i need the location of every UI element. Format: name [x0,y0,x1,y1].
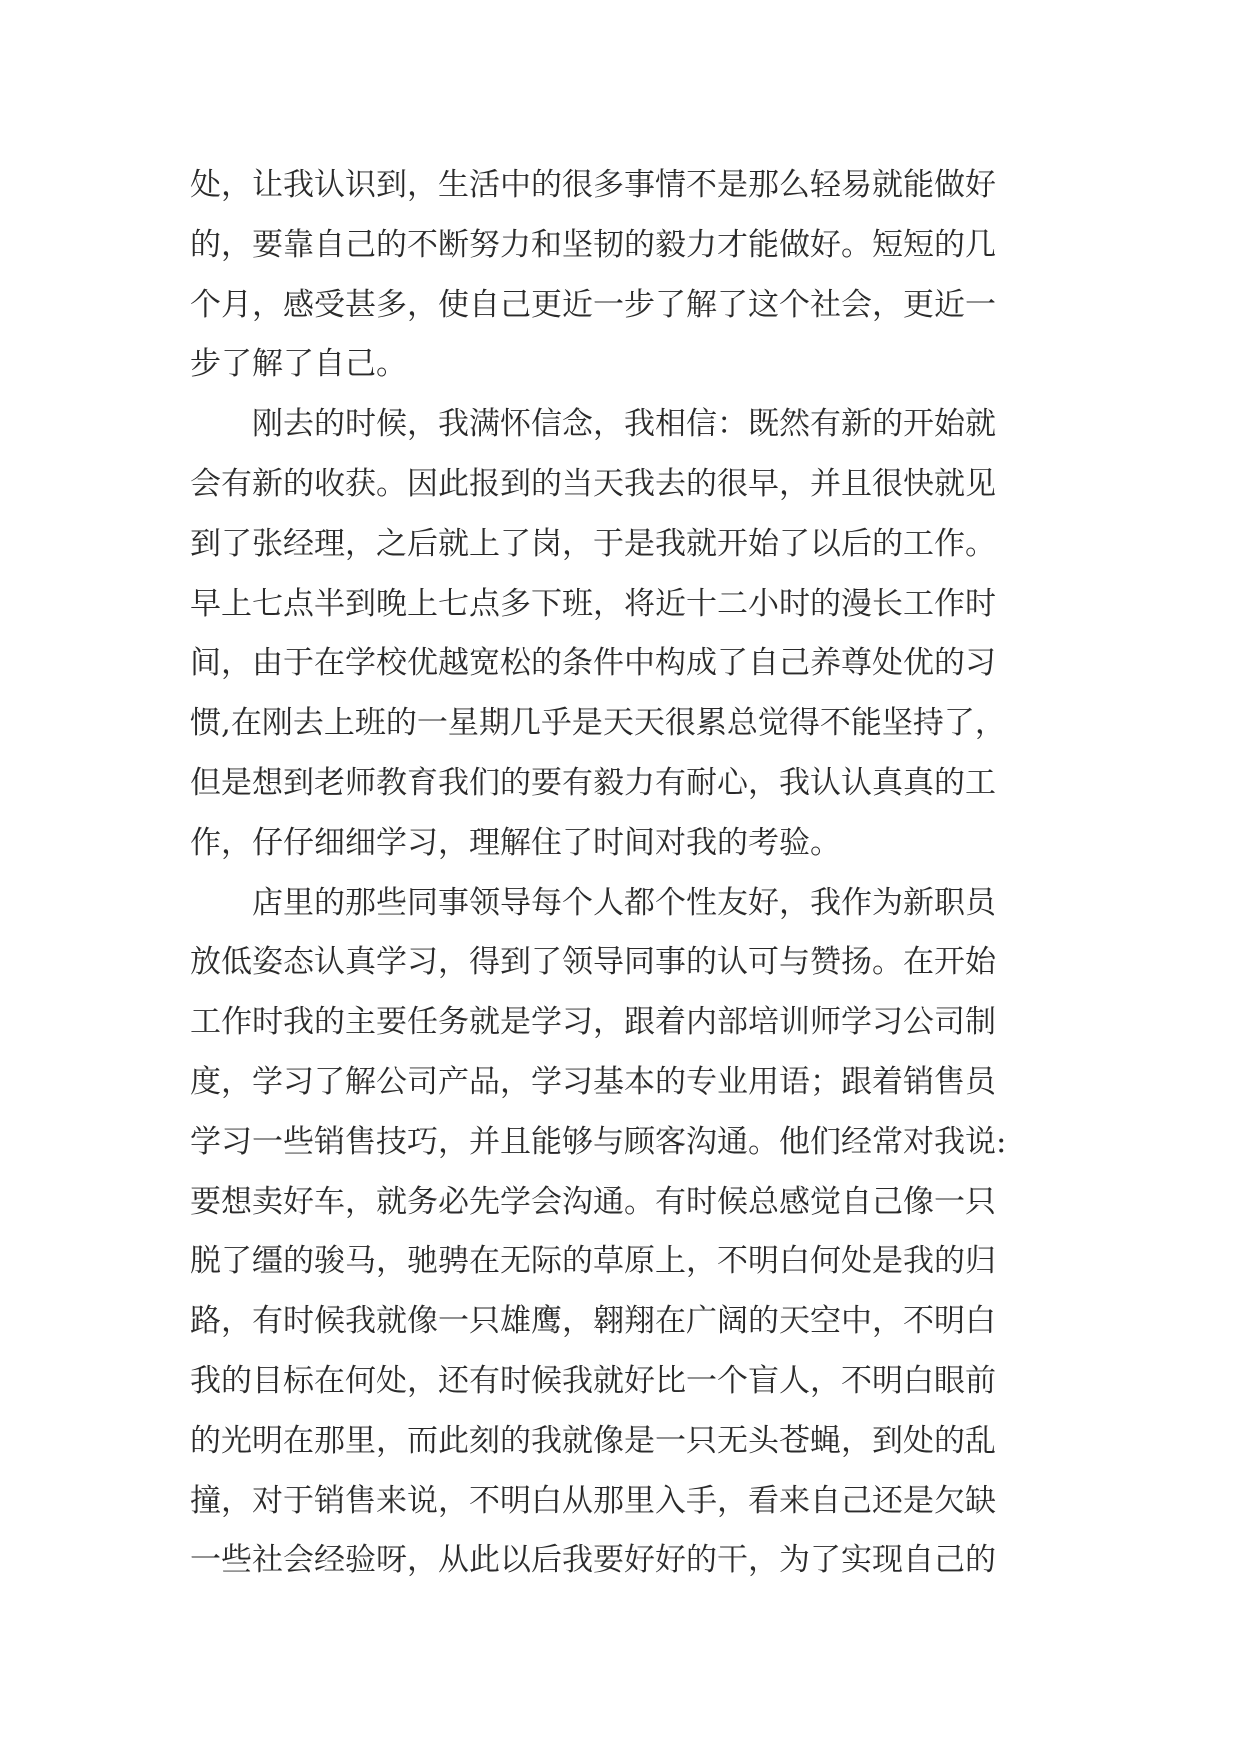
text-line: 度，学习了解公司产品，学习基本的专业用语；跟着销售员 [190,1063,996,1100]
text-line: 我的目标在何处，还有时候我就好比一个盲人，不明白眼前 [190,1362,996,1399]
text-line: 间，由于在学校优越宽松的条件中构成了自己养尊处优的习 [190,645,996,682]
text-line: 一些社会经验呀，从此以后我要好好的干，为了实现自己的 [190,1542,996,1579]
text-line: 早上七点半到晚上七点多下班，将近十二小时的漫长工作时 [190,585,996,622]
body-text [190,156,1070,1591]
text-line: 会有新的收获。因此报到的当天我去的很早，并且很快就见 [190,465,996,502]
text-line: 个月，感受甚多，使自己更近一步了解了这个社会，更近一 [190,286,996,323]
text-line: 撞，对于销售来说，不明白从那里入手，看来自己还是欠缺 [190,1482,996,1519]
text-line: 处，让我认识到，生活中的很多事情不是那么轻易就能做好 [190,167,996,203]
text-line: 工作时我的主要任务就是学习，跟着内部培训师学习公司制 [190,1004,996,1041]
text-line: 作，仔仔细细学习，理解住了时间对我的考验。 [190,824,841,861]
paragraph-first-line: 刚去的时候，我满怀信念，我相信：既然有新的开始就 [252,406,996,443]
text-line: 学习一些销售技巧，并且能够与顾客沟通。他们经常对我说: [190,1123,1007,1160]
text-line: 步了解了自己。 [190,346,407,383]
paragraph-first-line: 店里的那些同事领导每个人都个性友好，我作为新职员 [252,884,996,921]
text-line: 脱了缰的骏马，驰骋在无际的草原上，不明白何处是我的归 [190,1243,996,1280]
text-line: 但是想到老师教育我们的要有毅力有耐心，我认认真真的工 [190,764,996,801]
text-line: 的，要靠自己的不断努力和坚韧的毅力才能做好。短短的几 [190,226,996,263]
text-line: 到了张经理，之后就上了岗，于是我就开始了以后的工作。 [190,525,996,562]
text-line: 放低姿态认真学习，得到了领导同事的认可与赞扬。在开始 [190,944,996,981]
text-line: 要想卖好车，就务必先学会沟通。有时候总感觉自己像一只 [190,1183,996,1220]
text-line: 的光明在那里，而此刻的我就像是一只无头苍蝇，到处的乱 [190,1422,996,1459]
text-line: 路，有时候我就像一只雄鹰，翱翔在广阔的天空中，不明白 [190,1303,996,1340]
text-line: 惯,在刚去上班的一星期几乎是天天很累总觉得不能坚持了， [190,705,1006,742]
